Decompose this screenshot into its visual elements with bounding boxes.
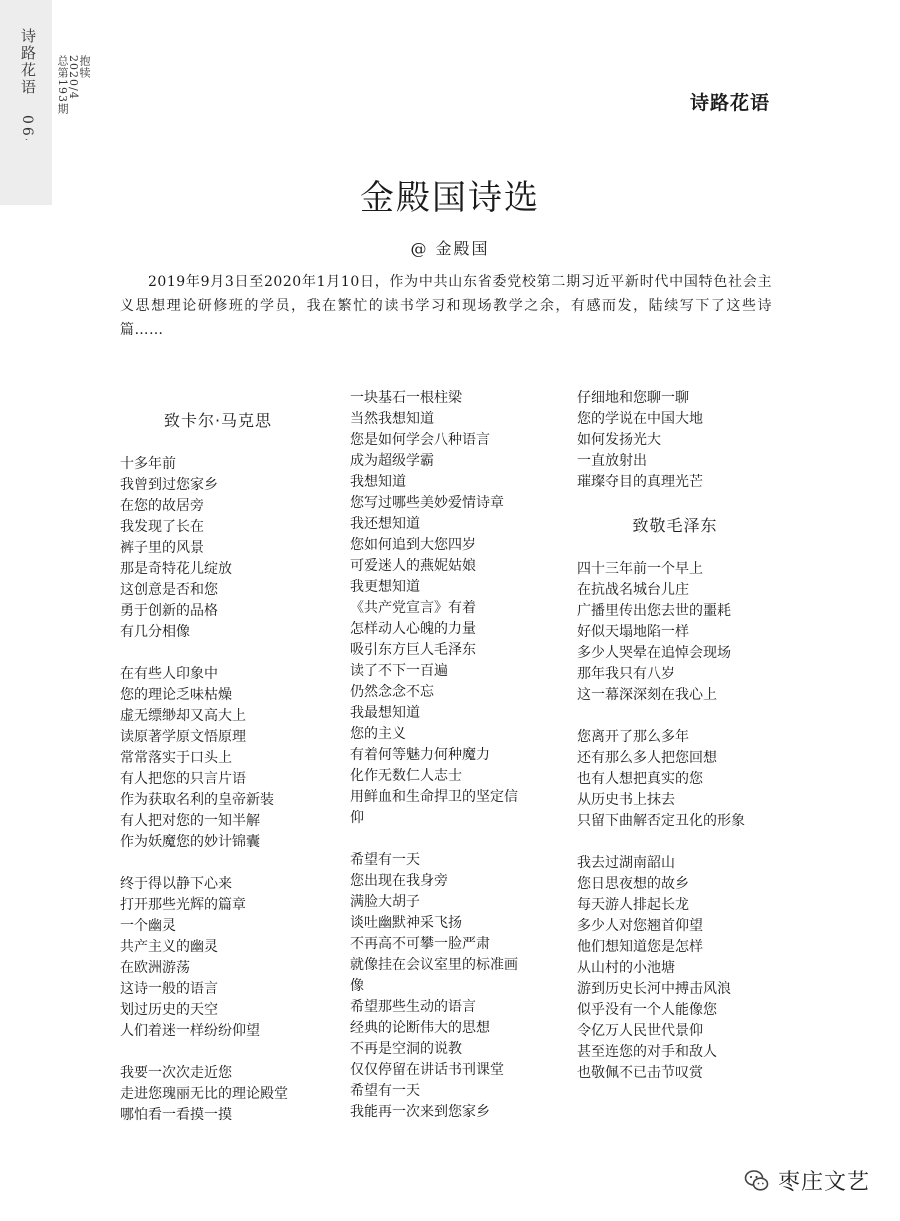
poem-line: 也有人想把真实的您: [577, 771, 703, 787]
poem-line: 就像挂在会议室里的标准画: [350, 957, 518, 973]
poem-line: 终于得以静下心来: [120, 876, 232, 892]
poem-line: 在有些人印象中: [120, 666, 218, 682]
poem-line: 经典的论断伟大的思想: [350, 1020, 490, 1036]
poem-line: 哪怕看一看摸一摸: [120, 1107, 232, 1123]
poem-line: 如何发扬光大: [577, 432, 661, 448]
side-tab-column-name: 诗路花语: [19, 28, 37, 96]
poem-line: 我要一次次走近您: [120, 1065, 232, 1081]
poem-line: 化作无数仁人志士: [350, 768, 462, 784]
stanza-gap: [577, 832, 787, 853]
poem-line: 读了不下一百遍: [350, 663, 448, 679]
poem-line: 从山村的小池塘: [577, 960, 675, 976]
poem-line: 甚至连您的对手和敌人: [577, 1044, 717, 1060]
stanza-gap: [120, 1042, 330, 1063]
poem-line: 您日思夜想的故乡: [577, 876, 689, 892]
poem-line: 您离开了那么多年: [577, 729, 689, 745]
poem-line: 有着何等魅力何种魔力: [350, 747, 490, 763]
issue-number: 2020/4: [67, 55, 80, 100]
poem-line: 也敬佩不已击节叹赏: [577, 1065, 703, 1081]
poem-line: 还有那么多人把您回想: [577, 750, 717, 766]
poem-line: 虚无缥缈却又高大上: [120, 708, 246, 724]
page-title: 金殿国诗选: [360, 178, 540, 218]
text-column-2: [350, 388, 560, 1123]
column-label: 诗路花语: [689, 92, 770, 114]
poem-line: 共产主义的幽灵: [120, 939, 218, 955]
poem-title: 致卡尔·马克思: [163, 411, 273, 430]
poem-line: 这一幕深深刻在我心上: [577, 687, 717, 703]
poem-line: 走进您瑰丽无比的理论殿堂: [120, 1086, 288, 1102]
poem-line: 广播里传出您去世的噩耗: [577, 603, 731, 619]
poem-line: 作为妖魔您的妙计锦囊: [120, 834, 260, 850]
poem-line: 您的理论乏味枯燥: [120, 687, 232, 703]
poem-line: 一个幽灵: [120, 918, 176, 934]
text-column-1: [120, 388, 330, 1126]
poem-line: 读原著学原文悟原理: [120, 729, 246, 745]
issue-info: [57, 55, 90, 115]
poem-line: 有人把您的只言片语: [120, 771, 246, 787]
author-byline: @ 金殿国: [410, 239, 490, 258]
poem-line: 您的学说在中国大地: [577, 411, 703, 427]
poem-line: 好似天塌地陷一样: [577, 624, 689, 640]
poem-line: 仍然念念不忘: [350, 684, 434, 700]
stanza-gap: [577, 706, 787, 727]
poem-line: 像: [350, 978, 364, 994]
poem-line: 这创意是否和您: [120, 582, 218, 598]
poem-line: 怎样动人心魄的力量: [350, 621, 476, 637]
poem-line: 一块基石一根柱梁: [350, 390, 462, 406]
poem-line: 仰: [350, 810, 364, 826]
poem-line: 作为获取名利的皇帝新装: [120, 792, 274, 808]
poem-line: 只留下曲解否定丑化的形象: [577, 813, 745, 829]
poem-line: 这诗一般的语言: [120, 981, 218, 997]
poem-line: 您写过哪些美妙爱情诗章: [350, 495, 504, 511]
poem-line: 我还想知道: [350, 516, 420, 532]
poem-line: 希望有一天: [350, 1083, 420, 1099]
poem-line: 多少人对您翘首仰望: [577, 918, 703, 934]
poem-line: 不再是空洞的说教: [350, 1041, 462, 1057]
page-number: 064: [19, 115, 35, 151]
poem-line: 我最想知道: [350, 705, 420, 721]
text-column-3: [577, 388, 787, 1084]
poem-line: 当然我想知道: [350, 411, 434, 427]
poem-line: 仔细地和您聊一聊: [577, 390, 689, 406]
poem-line: 十多年前: [120, 456, 176, 472]
poem-line: 每天游人排起长龙: [577, 897, 689, 913]
poem-line: 多少人哭晕在追悼会现场: [577, 645, 731, 661]
poem-line: 那是奇特花儿绽放: [120, 561, 232, 577]
poem-line: 成为超级学霸: [350, 453, 434, 469]
poem-line: 您的主义: [350, 726, 406, 742]
poem-line: 璀璨夺目的真理光芒: [577, 474, 703, 490]
stanza-gap: [350, 829, 560, 850]
poem-line: 有人把对您的一知半解: [120, 813, 260, 829]
poem-line: 满脸大胡子: [350, 894, 420, 910]
poem-line: 在抗战名城台儿庄: [577, 582, 689, 598]
poem-line: 您出现在我身旁: [350, 873, 448, 889]
poem-line: 似乎没有一个人能像您: [577, 1002, 717, 1018]
poem-title: 致敬毛泽东: [632, 516, 718, 535]
poem-line: 在欧洲游荡: [120, 960, 190, 976]
poem-line: 他们想知道您是怎样: [577, 939, 703, 955]
poem-line: 划过历史的天空: [120, 1002, 218, 1018]
poem-line: 我更想知道: [350, 579, 420, 595]
poem-line: 四十三年前一个早上: [577, 561, 703, 577]
poem-line: 谈吐幽默神采飞扬: [350, 915, 462, 931]
poem-line: 游到历史长河中搏击风浪: [577, 981, 731, 997]
poem-line: 我曾到过您家乡: [120, 477, 218, 493]
watermark-logo: [744, 1165, 870, 1196]
poem-line: 《共产党宣言》有着: [350, 600, 476, 616]
poem-line: 我想知道: [350, 474, 406, 490]
poem-line: 我发现了长在: [120, 519, 204, 535]
intro-paragraph: 2019年9月3日至2020年1月10日，作为中共山东省委党校第二期习近平新时代中国特色社会主义思想理论研修班的学员，我在繁忙的读书学习和现场教学之余，有感而发，陆续写下了这些诗篇……: [120, 274, 772, 338]
poem-line: 一直放射出: [577, 453, 647, 469]
poem-line: 希望那些生动的语言: [350, 999, 476, 1015]
poem-line: 裤子里的风景: [120, 540, 204, 556]
poem-line: 人们着迷一样纷纷仰望: [120, 1023, 260, 1039]
poem-line: 希望有一天: [350, 852, 420, 868]
poem-line: 令亿万人民世代景仰: [577, 1023, 703, 1039]
poem-line: 我能再一次来到您家乡: [350, 1104, 490, 1120]
poem-line: 勇于创新的品格: [120, 603, 218, 619]
poem-line: 用鲜血和生命捍卫的坚定信: [350, 789, 518, 805]
watermark-text: 枣庄文艺: [777, 1170, 870, 1195]
journal-name: 抱犊: [78, 55, 91, 79]
poem-line: 您是如何学会八种语言: [350, 432, 490, 448]
poem-line: 不再高不可攀一脸严肃: [350, 936, 490, 952]
poem-line: 吸引东方巨人毛泽东: [350, 642, 476, 658]
poem-line: 常常落实于口头上: [120, 750, 232, 766]
poem-line: 有几分相像: [120, 624, 190, 640]
poem-line: 从历史书上抹去: [577, 792, 675, 808]
poem-line: 在您的故居旁: [120, 498, 204, 514]
poem-line: 那年我只有八岁: [577, 666, 675, 682]
poem-line: 可爱迷人的燕妮姑娘: [350, 558, 476, 574]
poem-line: 仅仅停留在讲话书刊课堂: [350, 1062, 504, 1078]
poem-line: 我去过湖南韶山: [577, 855, 675, 871]
wechat-icon: [744, 1168, 770, 1194]
poem-line: 打开那些光辉的篇章: [120, 897, 246, 913]
poem-line: 您如何追到大您四岁: [350, 537, 476, 553]
stanza-gap: [120, 643, 330, 664]
issue-total: 总第193期: [56, 55, 69, 115]
stanza-gap: [120, 853, 330, 874]
